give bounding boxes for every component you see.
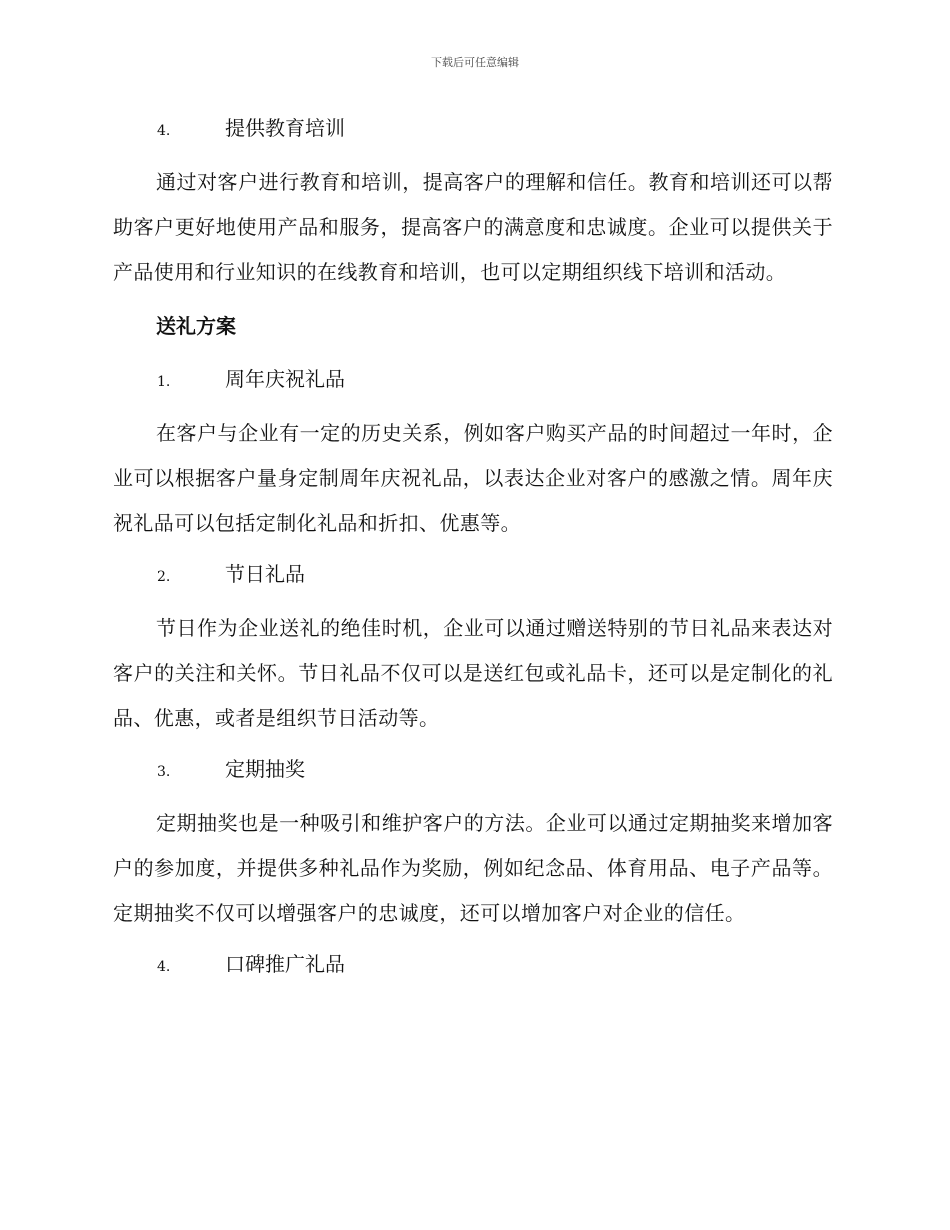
list-item-title: 周年庆祝礼品 [225, 367, 345, 391]
list-number: 3. [157, 764, 171, 780]
paragraph: 在客户与企业有一定的历史关系，例如客户购买产品的时间超过一年时，企业可以根据客户量身定制周年庆祝礼品，以表达企业对客户的感激之情。周年庆祝礼品可以包括定制化礼品和折扣、优惠等。 [113, 421, 833, 535]
list-item-title: 定期抽奖 [225, 757, 305, 781]
page-header: 下载后可任意编辑 [431, 56, 519, 69]
section-heading: 送礼方案 [156, 314, 236, 338]
paragraph: 节日作为企业送礼的绝佳时机，企业可以通过赠送特别的节日礼品来表达对客户的关注和关怀。节日礼品不仅可以是送红包或礼品卡，还可以是定制化的礼品、优惠，或者是组织节日活动等。 [113, 616, 833, 730]
list-item-heading [113, 112, 833, 150]
paragraph: 通过对客户进行教育和培训，提高客户的理解和信任。教育和培训还可以帮助客户更好地使用产品和服务，提高客户的满意度和忠诚度。企业可以提供关于产品使用和行业知识的在线教育和培训，也可以定期组织线下培训和活动。 [113, 170, 833, 284]
list-number: 4. [157, 959, 171, 975]
list-item-heading [113, 753, 833, 791]
paragraph: 定期抽奖也是一种吸引和维护客户的方法。企业可以通过定期抽奖来增加客户的参加度，并提供多种礼品作为奖励，例如纪念品、体育用品、电子产品等。定期抽奖不仅可以增强客户的忠诚度，还可以增加客户对企业的信任。 [113, 811, 833, 925]
list-item-heading [113, 948, 833, 986]
list-item-heading [113, 558, 833, 596]
list-item-title: 提供教育培训 [225, 116, 345, 140]
list-number: 4. [157, 123, 171, 139]
list-number: 1. [157, 374, 171, 390]
document-body [113, 112, 833, 986]
list-item-heading [113, 363, 833, 401]
list-item-title: 口碑推广礼品 [225, 952, 345, 976]
list-number: 2. [157, 569, 171, 585]
list-item-title: 节日礼品 [225, 562, 305, 586]
